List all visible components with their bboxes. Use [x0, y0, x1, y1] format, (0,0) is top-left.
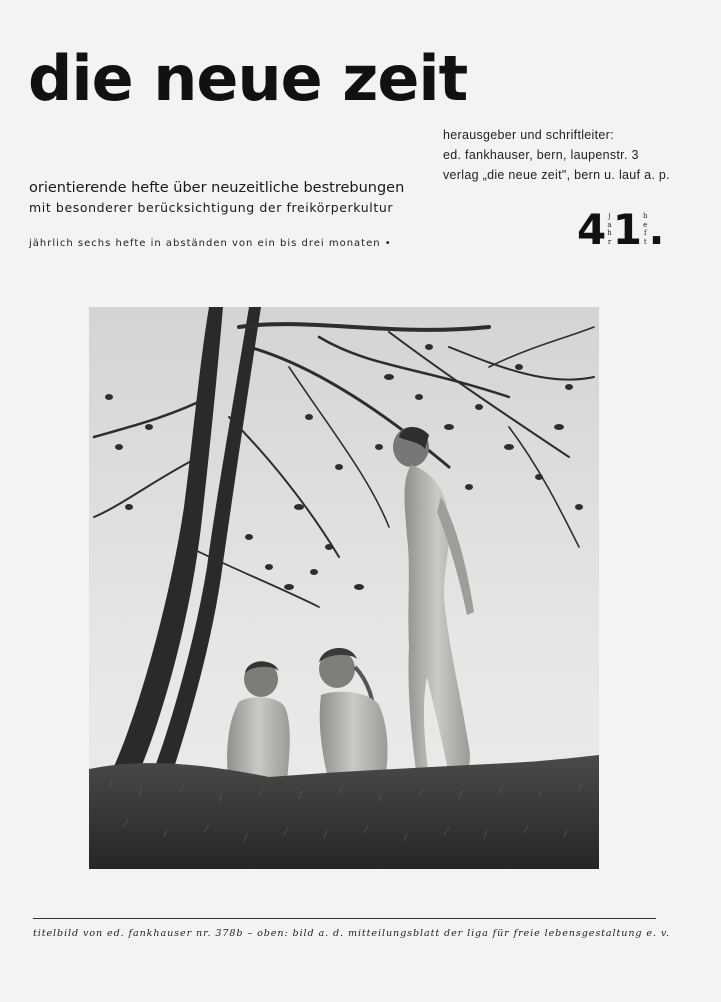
issue-number-block	[577, 202, 664, 252]
publisher-line-2: ed. fankhauser, bern, laupenstr. 3	[443, 148, 639, 162]
caption-divider	[33, 918, 656, 919]
publisher-line-3: verlag „die neue zeit", bern u. lauf a. p.	[443, 168, 670, 182]
year-label: j a h r	[607, 212, 612, 246]
frequency-note: jährlich sechs hefte in abständen von ein bis drei monaten •	[29, 238, 392, 249]
subtitle-line-2: mit besonderer berücksichtigung der freikörperkultur	[29, 200, 394, 215]
masthead-title: die neue zeit	[28, 42, 468, 115]
publisher-line-1: herausgeber und schriftleiter:	[443, 128, 614, 142]
subtitle-block	[29, 178, 404, 218]
issue-dot: .	[648, 205, 665, 254]
issue-number: 1	[612, 205, 642, 254]
photo-ground	[89, 755, 599, 869]
cover-caption: titelbild von ed. fankhauser nr. 378b – oben: bild a. d. mitteilungsblatt der liga für freie lebensgestaltung e. v.	[33, 928, 670, 939]
year-number: 4	[577, 205, 607, 254]
cover-photograph	[89, 307, 599, 869]
issue-label: h e f t	[642, 212, 648, 246]
publisher-info	[443, 125, 670, 185]
subtitle-line-1: orientierende hefte über neuzeitliche bestrebungen	[29, 180, 405, 196]
